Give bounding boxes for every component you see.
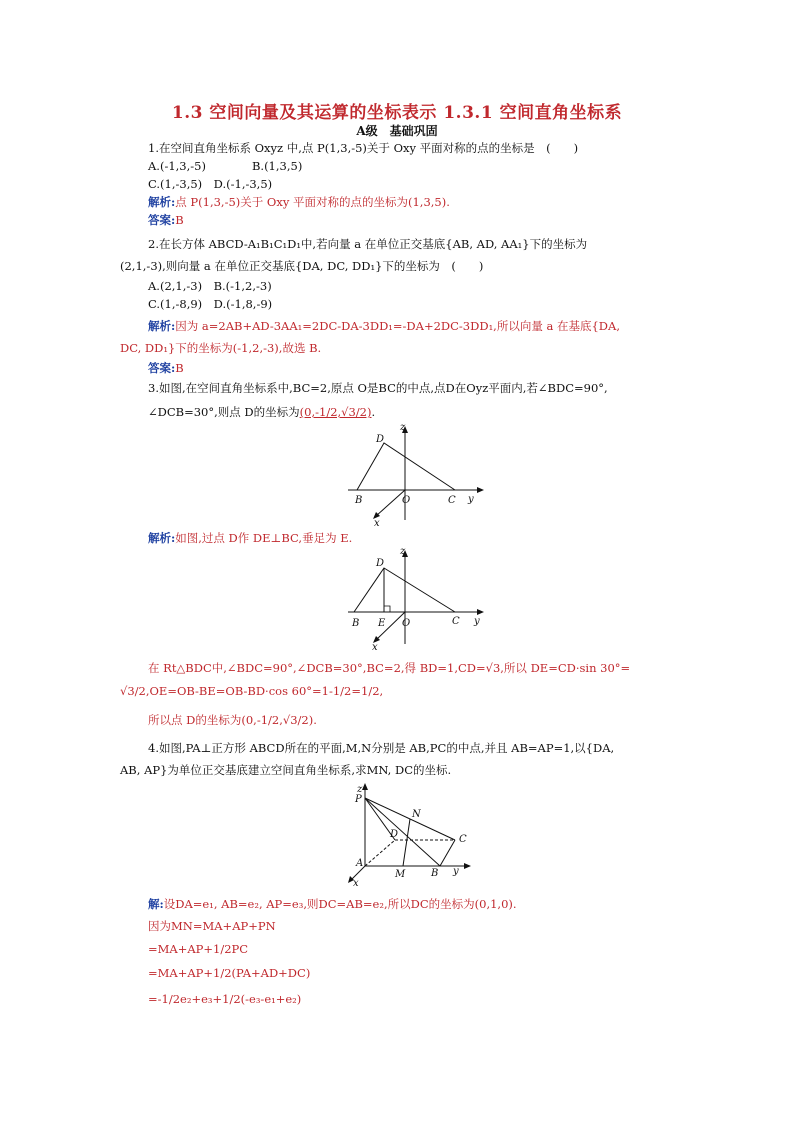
q3-figure-1 [340, 420, 490, 528]
q1-analysis [148, 194, 450, 210]
q3-stem-b: ∠DCB=30°,则点 D的坐标为 [148, 405, 300, 419]
solution-label: 解: [148, 897, 164, 911]
q4-solution-2: 因为MN=MA+AP+PN [148, 919, 276, 933]
q3-solution-c: 所以点 D的坐标为(0,-1/2,√3/2). [148, 713, 317, 727]
q3-analysis-text: 如图,过点 D作 DE⊥BC,垂足为 E. [175, 531, 353, 545]
answer-label: 答案: [148, 213, 176, 227]
fig2-label-o: O [402, 618, 411, 629]
level-heading: A级 基础巩固 [356, 124, 438, 138]
q4-stem-a: 4.如图,PA⊥正方形 ABCD所在的平面,M,N分别是 AB,PC的中点,并且 AB=AP=1,以{DA, [148, 741, 615, 755]
q2-stem-b: (2,1,-3),则向量 a 在单位正交基底{DA, DC, DD₁}下的坐标为 ( ) [120, 259, 484, 273]
fig1-label-x: x [374, 518, 380, 528]
fig1-label-d: D [376, 434, 385, 445]
q1-stem: 1.在空间直角坐标系 Oxyz 中,点 P(1,3,-5)关于 Oxy 平面对称的点的坐标是 ( ) [148, 141, 579, 155]
q4-figure [335, 780, 485, 888]
q2-answer [148, 360, 184, 376]
fig3-label-c: C [459, 834, 467, 845]
q1-answer-value: B [175, 213, 184, 227]
q4-solution-1-text: 设DA=e₁, AB=e₂, AP=e₃,则DC=AB=e₂,所以DC的坐标为(0,1,0). [163, 897, 517, 911]
fig1-label-z: z [400, 422, 406, 433]
fig1-label-c: C [448, 495, 456, 506]
q4-solution-3: =MA+AP+1/2PC [148, 942, 249, 956]
q2-options-ab: A.(2,1,-3) B.(-1,2,-3) [148, 279, 272, 293]
q1-analysis-text: 点 P(1,3,-5)关于 Oxy 平面对称的点的坐标为(1,3,5). [175, 195, 450, 209]
q3-stem-a: 3.如图,在空间直角坐标系中,BC=2,原点 O是BC的中点,点D在Oyz平面内,若∠BDC=90°, [148, 381, 608, 395]
q3-solution-a: 在 Rt△BDC中,∠BDC=90°,∠DCB=30°,BC=2,得 BD=1,CD=√3,所以 DE=CD·sin 30°= [148, 661, 631, 675]
fig1-label-o: O [402, 495, 411, 506]
q2-analysis-a [148, 318, 620, 334]
q1-options-ab: A.(-1,3,-5) B.(1,3,5) [148, 159, 303, 173]
fig2-label-x: x [372, 642, 378, 652]
analysis-label: 解析: [148, 319, 176, 333]
fig3-label-d: D [390, 829, 399, 840]
q4-solution-5: =-1/2e₂+e₃+1/2(-e₃-e₁+e₂) [148, 992, 302, 1006]
analysis-label: 解析: [148, 195, 176, 209]
fig1-label-b: B [355, 495, 363, 506]
q2-answer-value: B [175, 361, 184, 375]
q4-stem-b: AB, AP}为单位正交基底建立空间直角坐标系,求MN, DC的坐标. [120, 763, 452, 777]
fig1-label-y: y [468, 494, 474, 505]
q1-answer [148, 212, 184, 228]
fig3-label-p: P [355, 794, 362, 805]
q1-options-cd: C.(1,-3,5) D.(-1,-3,5) [148, 177, 273, 191]
q3-solution-b: √3/2,OE=OB-BE=OB-BD·cos 60°=1-1/2=1/2, [120, 684, 384, 698]
fig2-label-e: E [378, 618, 386, 629]
fig3-label-m: M [395, 869, 406, 880]
q3-stem-b-line: ∠DCB=30°,则点 D的坐标为(0,-1/2,√3/2). [148, 405, 376, 419]
fig3-label-a: A [356, 858, 364, 869]
q2-options-cd: C.(1,-8,9) D.(-1,8,-9) [148, 297, 273, 311]
fig3-label-y: y [453, 866, 459, 877]
fig2-label-d: D [376, 558, 385, 569]
fig2-label-b: B [352, 618, 360, 629]
q3-figure-2 [340, 544, 490, 652]
analysis-label: 解析: [148, 531, 176, 545]
q2-stem-a: 2.在长方体 ABCD-A₁B₁C₁D₁中,若向量 a 在单位正交基底{AB, AD, AA₁}下的坐标为 [148, 237, 588, 251]
answer-label: 答案: [148, 361, 176, 375]
q3-blank-answer: (0,-1/2,√3/2) [299, 405, 372, 419]
fig2-label-c: C [452, 616, 460, 627]
fig3-label-n: N [412, 809, 421, 820]
q4-solution-1 [148, 896, 517, 912]
q4-solution-4: =MA+AP+1/2(PA+AD+DC) [148, 966, 311, 980]
q2-analysis-text-a: 因为 a=2AB+AD-3AA₁=2DC-DA-3DD₁=-DA+2DC-3DD₁,所以向量 a 在基底{DA, [175, 319, 620, 333]
q2-analysis-b: DC, DD₁}下的坐标为(-1,2,-3),故选 B. [120, 341, 322, 355]
fig2-label-z: z [400, 546, 406, 557]
fig3-label-x: x [353, 878, 359, 888]
q3-analysis [148, 530, 352, 546]
fig3-label-z: z [357, 784, 363, 795]
page-title: 1.3 空间向量及其运算的坐标表示 1.3.1 空间直角坐标系 [171, 103, 623, 123]
fig2-label-y: y [474, 616, 480, 627]
fig3-label-b: B [431, 868, 439, 879]
